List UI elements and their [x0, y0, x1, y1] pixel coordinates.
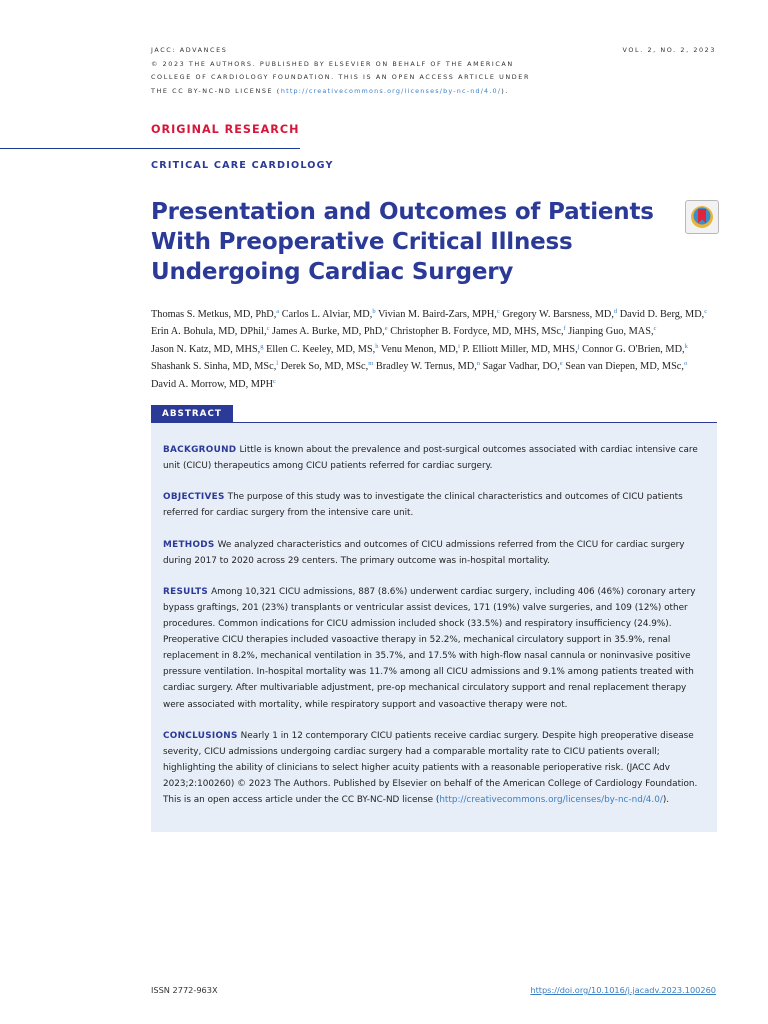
affiliation-marker[interactable]: j — [577, 342, 580, 350]
author — [565, 361, 687, 372]
author-name: David A. Morrow, MD, MPH — [151, 378, 274, 390]
copyright-line: © 2023 THE AUTHORS. PUBLISHED BY ELSEVIER ON BEHALF OF THE AMERICAN — [151, 59, 514, 68]
doi-link[interactable]: https://doi.org/10.1016/j.jacadv.2023.100260 — [530, 985, 716, 995]
affiliation-marker[interactable]: l — [276, 360, 279, 368]
author-name: P. Elliott Miller, MD, MHS, — [462, 343, 578, 355]
author-name: Shashank S. Sinha, MD, MSc, — [151, 361, 277, 373]
author-name: Venu Menon, MD, — [380, 343, 459, 355]
author-name: Bradley W. Ternus, MD, — [375, 361, 477, 373]
affiliation-marker[interactable]: c — [653, 325, 657, 333]
license-link[interactable]: http://creativecommons.org/licenses/by-nc-nd/4.0/ — [439, 795, 663, 806]
volume-info: VOL. 2, NO. 2, 2023 — [622, 46, 716, 54]
article-type: ORIGINAL RESEARCH — [151, 123, 300, 136]
affiliation-marker[interactable]: f — [563, 325, 566, 333]
abstract-results: RESULTS Among 10,321 CICU admissions, 887 (8.6%) underwent cardiac surgery, including 406 (46%) coronary artery bypass graftings, 201 (23%) transplants or ventricular assist devices, 171 (19%) valve surgeries, and 109 (12%) other procedures. Common indications for CICU admission included shock (33.5%) and respiratory insufficiency (24.9%). Preoperative CICU therapies included vasoactive therapy in 52.2%, mechanical circulatory support in 35.9%, renal replacement in 8.2%, mechanical ventilation in 35.7%, and 17.5% with high-flow nasal cannula or noninvasive positive pressure ventilation. In-hospital mortality was 11.7% among all CICU admissions and 9.1% among patients treated with cardiac surgery. After multivariable adjustment, pre-op mechanical circulatory support and renal replacement therapy were associated with mortality, while respiratory support and vasoactive therapy were not. — [163, 587, 696, 710]
abstract-box — [151, 423, 717, 832]
author — [151, 344, 264, 355]
author-name: Ellen C. Keeley, MD, MS, — [266, 343, 376, 355]
copyright-line: COLLEGE OF CARDIOLOGY FOUNDATION. THIS IS AN OPEN ACCESS ARTICLE UNDER — [151, 73, 530, 82]
divider — [0, 148, 300, 149]
affiliation-marker[interactable]: c — [266, 325, 270, 333]
author — [151, 309, 279, 320]
author — [381, 344, 460, 355]
author — [502, 309, 617, 320]
abstract-heading: ABSTRACT — [151, 405, 233, 423]
author-name: Sean van Diepen, MD, MSc, — [565, 361, 684, 373]
author-name: Christopher B. Fordyce, MD, MHS, MSc, — [390, 326, 564, 338]
author-name: Gregory W. Barsness, MD, — [502, 309, 614, 320]
journal-header — [151, 44, 571, 98]
author-name: Jianping Guo, MAS, — [568, 326, 654, 338]
issn: ISSN 2772-963X — [151, 985, 218, 995]
author-name: Derek So, MD, MSc, — [280, 361, 369, 373]
author — [483, 361, 563, 372]
affiliation-marker[interactable]: a — [276, 308, 280, 315]
affiliation-marker[interactable]: e — [559, 360, 563, 368]
author — [582, 344, 688, 355]
article-title: Presentation and Outcomes of Patients With Preoperative Critical Illness Undergoing Cardiac Surgery — [151, 199, 654, 285]
abstract-conclusions: CONCLUSIONS Nearly 1 in 12 contemporary CICU patients receive cardiac surgery. Despite high preoperative disease severity, CICU admissions undergoing cardiac surgery had a comparable mortality rate to CICU patients overall; highlighting the ability of clinicians to select higher acuity patients with a reasonable perioperative risk. (JACC Adv 2023;2:100260) © 2023 The Authors. Published by Elsevier on behalf of the American College of Cardiology Foundation. This is an open access article under the CC BY-NC-ND license (http://creativecommons.org/licenses/by-nc-nd/4.0/). — [163, 730, 698, 806]
author — [151, 326, 269, 337]
affiliation-marker[interactable]: k — [684, 342, 688, 350]
author — [463, 344, 580, 355]
author — [620, 309, 707, 320]
author — [376, 361, 480, 372]
author-name: Erin A. Bohula, MD, DPhil, — [151, 326, 267, 338]
author-name: Connor G. O'Brien, MD, — [582, 343, 685, 355]
abstract-objectives: OBJECTIVES The purpose of this study was to investigate the clinical characteristics and outcomes of CICU patients referred for cardiac surgery from the intensive care unit. — [163, 492, 683, 519]
author — [151, 379, 276, 390]
author-name: Carlos L. Alviar, MD, — [281, 309, 373, 320]
affiliation-marker[interactable]: c — [496, 308, 500, 315]
affiliation-marker[interactable]: m — [368, 360, 374, 368]
affiliation-marker[interactable]: g — [260, 342, 264, 350]
affiliation-marker[interactable]: o — [683, 360, 688, 368]
author — [390, 326, 566, 337]
author-name: James A. Burke, MD, PhD, — [272, 326, 385, 338]
author — [378, 309, 500, 320]
author-name: David D. Berg, MD, — [619, 309, 705, 320]
author — [568, 326, 656, 337]
author-name: Sagar Vadhar, DO, — [482, 361, 560, 373]
affiliation-marker[interactable]: h — [375, 342, 379, 350]
author — [266, 344, 378, 355]
affiliation-marker[interactable]: c — [704, 308, 708, 315]
author — [281, 361, 374, 372]
author — [151, 361, 278, 372]
author-list — [151, 306, 721, 393]
abstract-background: BACKGROUND Little is known about the prevalence and post-surgical outcomes associated with cardiac intensive care unit (CICU) therapeutics among CICU patients referred for cardiac surgery. — [163, 445, 698, 472]
crossmark-icon — [686, 201, 718, 233]
affiliation-marker[interactable]: e — [384, 325, 388, 333]
journal-name: JACC: ADVANCES — [151, 46, 228, 54]
section-label: CRITICAL CARE CARDIOLOGY — [151, 160, 334, 171]
affiliation-marker[interactable]: i — [458, 342, 460, 350]
affiliation-marker[interactable]: b — [372, 308, 376, 315]
license-link[interactable]: http://creativecommons.org/licenses/by-nc-nd/4.0/ — [280, 86, 502, 95]
author-name: Vivian M. Baird-Zars, MPH, — [377, 309, 497, 320]
copyright-line: THE CC BY-NC-ND LICENSE (http://creativecommons.org/licenses/by-nc-nd/4.0/). — [151, 86, 509, 95]
author — [282, 309, 376, 320]
affiliation-marker[interactable]: c — [273, 377, 276, 385]
author-name: Thomas S. Metkus, MD, PhD, — [151, 309, 277, 320]
affiliation-marker[interactable]: d — [613, 308, 618, 315]
author-name: Jason N. Katz, MD, MHS, — [151, 343, 261, 355]
abstract-methods: METHODS We analyzed characteristics and outcomes of CICU admissions referred from the CICU for cardiac surgery during 2017 to 2020 across 29 centers. The primary outcome was in-hospital mortality. — [163, 539, 685, 566]
affiliation-marker[interactable]: n — [476, 360, 481, 368]
author — [272, 326, 388, 337]
crossmark-button[interactable] — [685, 200, 719, 234]
